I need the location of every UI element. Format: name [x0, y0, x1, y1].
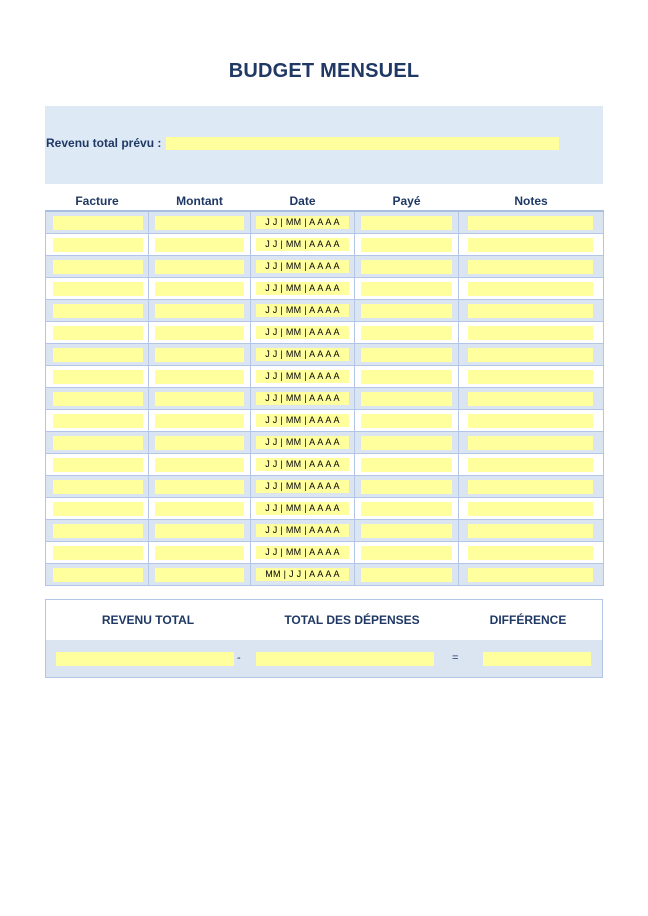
cell-date [251, 542, 355, 564]
cell-facture [46, 520, 149, 542]
cell-facture [46, 344, 149, 366]
header-facture: Facture [46, 191, 149, 211]
cell-notes [459, 564, 604, 586]
cell-facture [46, 211, 149, 234]
facture-input[interactable] [53, 502, 143, 516]
cell-montant [149, 278, 251, 300]
cell-montant [149, 498, 251, 520]
paye-input[interactable] [361, 502, 452, 516]
cell-montant [149, 564, 251, 586]
minus-sign: - [237, 652, 241, 664]
total-revenue-label: REVENU TOTAL [101, 613, 195, 627]
cell-paye [355, 454, 459, 476]
cell-facture [46, 410, 149, 432]
montant-input[interactable] [155, 392, 244, 406]
date-input[interactable]: J J | MM | A A A A [256, 216, 349, 229]
header-paye: Payé [355, 191, 459, 211]
date-input[interactable]: J J | MM | A A A A [256, 502, 349, 515]
cell-date [251, 520, 355, 542]
income-label: Revenu total prévu : [46, 136, 162, 150]
cell-date [251, 211, 355, 234]
facture-input[interactable] [53, 326, 143, 340]
cell-notes [459, 388, 604, 410]
montant-input[interactable] [155, 216, 244, 230]
facture-input[interactable] [53, 436, 143, 450]
income-section [45, 106, 603, 184]
cell-date [251, 322, 355, 344]
date-input[interactable]: J J | MM | A A A A [256, 480, 349, 493]
cell-paye [355, 256, 459, 278]
cell-date [251, 234, 355, 256]
header-date: Date [251, 191, 355, 211]
table-row [46, 498, 604, 520]
cell-paye [355, 366, 459, 388]
paye-input[interactable] [361, 238, 452, 252]
cell-notes [459, 366, 604, 388]
date-input[interactable]: J J | MM | A A A A [256, 282, 349, 295]
cell-date [251, 278, 355, 300]
montant-input[interactable] [155, 458, 244, 472]
facture-input[interactable] [53, 348, 143, 362]
cell-paye [355, 542, 459, 564]
facture-input[interactable] [53, 414, 143, 428]
paye-input[interactable] [361, 216, 452, 230]
facture-input[interactable] [53, 282, 143, 296]
notes-input[interactable] [468, 304, 593, 318]
montant-input[interactable] [155, 370, 244, 384]
montant-input[interactable] [155, 260, 244, 274]
difference-input[interactable] [483, 652, 591, 666]
cell-paye [355, 432, 459, 454]
cell-date [251, 388, 355, 410]
cell-date [251, 476, 355, 498]
montant-input[interactable] [155, 282, 244, 296]
facture-input[interactable] [53, 304, 143, 318]
cell-facture [46, 432, 149, 454]
cell-montant [149, 211, 251, 234]
notes-input[interactable] [468, 238, 593, 252]
montant-input[interactable] [155, 524, 244, 538]
cell-montant [149, 388, 251, 410]
cell-facture [46, 366, 149, 388]
cell-paye [355, 520, 459, 542]
paye-input[interactable] [361, 370, 452, 384]
table-row [46, 300, 604, 322]
cell-facture [46, 476, 149, 498]
notes-input[interactable] [468, 458, 593, 472]
cell-facture [46, 322, 149, 344]
montant-input[interactable] [155, 414, 244, 428]
cell-paye [355, 388, 459, 410]
cell-notes [459, 256, 604, 278]
date-input[interactable]: J J | MM | A A A A [256, 304, 349, 317]
cell-notes [459, 278, 604, 300]
cell-paye [355, 498, 459, 520]
notes-input[interactable] [468, 370, 593, 384]
cell-date [251, 300, 355, 322]
notes-input[interactable] [468, 392, 593, 406]
cell-montant [149, 432, 251, 454]
cell-notes [459, 344, 604, 366]
facture-input[interactable] [53, 238, 143, 252]
facture-input[interactable] [53, 216, 143, 230]
paye-input[interactable] [361, 348, 452, 362]
montant-input[interactable] [155, 304, 244, 318]
cell-notes [459, 498, 604, 520]
table-header-row [46, 191, 604, 211]
facture-input[interactable] [53, 568, 143, 582]
notes-input[interactable] [468, 414, 593, 428]
cell-facture [46, 256, 149, 278]
cell-date [251, 564, 355, 586]
cell-facture [46, 498, 149, 520]
table-row [46, 344, 604, 366]
table-row [46, 520, 604, 542]
cell-date [251, 410, 355, 432]
cell-notes [459, 520, 604, 542]
montant-input[interactable] [155, 436, 244, 450]
cell-facture [46, 454, 149, 476]
date-input[interactable]: J J | MM | A A A A [256, 436, 349, 449]
cell-paye [355, 278, 459, 300]
table-row [46, 388, 604, 410]
cell-paye [355, 410, 459, 432]
table-row [46, 278, 604, 300]
cell-facture [46, 388, 149, 410]
montant-input[interactable] [155, 480, 244, 494]
cell-montant [149, 410, 251, 432]
notes-input[interactable] [468, 524, 593, 538]
bills-table [45, 191, 604, 586]
date-input[interactable]: J J | MM | A A A A [256, 414, 349, 427]
paye-input[interactable] [361, 282, 452, 296]
table-row [46, 366, 604, 388]
paye-input[interactable] [361, 326, 452, 340]
cell-montant [149, 344, 251, 366]
cell-notes [459, 542, 604, 564]
date-input[interactable]: J J | MM | A A A A [256, 524, 349, 537]
table-row [46, 542, 604, 564]
cell-notes [459, 211, 604, 234]
table-row [46, 322, 604, 344]
cell-facture [46, 234, 149, 256]
montant-input[interactable] [155, 546, 244, 560]
montant-input[interactable] [155, 502, 244, 516]
cell-date [251, 498, 355, 520]
equals-sign: = [452, 652, 459, 664]
table-row [46, 476, 604, 498]
date-input[interactable]: J J | MM | A A A A [256, 370, 349, 383]
facture-input[interactable] [53, 392, 143, 406]
date-input[interactable]: J J | MM | A A A A [256, 348, 349, 361]
paye-input[interactable] [361, 304, 452, 318]
cell-paye [355, 300, 459, 322]
cell-montant [149, 366, 251, 388]
cell-notes [459, 322, 604, 344]
cell-date [251, 344, 355, 366]
notes-input[interactable] [468, 260, 593, 274]
notes-input[interactable] [468, 436, 593, 450]
notes-input[interactable] [468, 282, 593, 296]
date-input[interactable]: J J | MM | A A A A [256, 260, 349, 273]
cell-montant [149, 520, 251, 542]
cell-montant [149, 542, 251, 564]
montant-input[interactable] [155, 238, 244, 252]
cell-paye [355, 476, 459, 498]
table-row [46, 234, 604, 256]
cell-paye [355, 211, 459, 234]
notes-input[interactable] [468, 326, 593, 340]
paye-input[interactable] [361, 392, 452, 406]
date-input[interactable]: J J | MM | A A A A [256, 392, 349, 405]
notes-input[interactable] [468, 348, 593, 362]
table-row [46, 454, 604, 476]
page-title: BUDGET MENSUEL [228, 60, 420, 82]
cell-paye [355, 564, 459, 586]
cell-montant [149, 454, 251, 476]
facture-input[interactable] [53, 546, 143, 560]
cell-montant [149, 300, 251, 322]
cell-facture [46, 542, 149, 564]
header-montant: Montant [149, 191, 251, 211]
notes-input[interactable] [468, 546, 593, 560]
table-row [46, 432, 604, 454]
cell-date [251, 432, 355, 454]
paye-input[interactable] [361, 260, 452, 274]
notes-input[interactable] [468, 502, 593, 516]
cell-montant [149, 256, 251, 278]
cell-montant [149, 234, 251, 256]
paye-input[interactable] [361, 436, 452, 450]
total-expenses-label: TOTAL DES DÉPENSES [284, 613, 420, 627]
cell-montant [149, 476, 251, 498]
header-notes: Notes [459, 191, 604, 211]
cell-paye [355, 234, 459, 256]
total-revenue-input[interactable] [56, 652, 234, 666]
notes-input[interactable] [468, 216, 593, 230]
notes-input[interactable] [468, 480, 593, 494]
totals-section [45, 599, 603, 678]
cell-paye [355, 322, 459, 344]
table-row [46, 211, 604, 234]
cell-notes [459, 300, 604, 322]
paye-input[interactable] [361, 458, 452, 472]
date-input[interactable]: J J | MM | A A A A [256, 546, 349, 559]
date-input[interactable]: MM | J J | A A A A [256, 568, 349, 581]
cell-montant [149, 322, 251, 344]
paye-input[interactable] [361, 546, 452, 560]
cell-date [251, 256, 355, 278]
notes-input[interactable] [468, 568, 593, 582]
montant-input[interactable] [155, 326, 244, 340]
cell-facture [46, 564, 149, 586]
cell-date [251, 454, 355, 476]
facture-input[interactable] [53, 260, 143, 274]
paye-input[interactable] [361, 480, 452, 494]
date-input[interactable]: J J | MM | A A A A [256, 326, 349, 339]
table-row [46, 564, 604, 586]
facture-input[interactable] [53, 458, 143, 472]
paye-input[interactable] [361, 414, 452, 428]
date-input[interactable]: J J | MM | A A A A [256, 238, 349, 251]
paye-input[interactable] [361, 568, 452, 582]
table-row [46, 410, 604, 432]
cell-notes [459, 234, 604, 256]
difference-label: DIFFÉRENCE [489, 613, 567, 627]
facture-input[interactable] [53, 480, 143, 494]
cell-notes [459, 454, 604, 476]
cell-notes [459, 432, 604, 454]
cell-paye [355, 344, 459, 366]
cell-date [251, 366, 355, 388]
cell-notes [459, 476, 604, 498]
cell-facture [46, 278, 149, 300]
total-expenses-input[interactable] [256, 652, 434, 666]
facture-input[interactable] [53, 524, 143, 538]
income-input[interactable] [166, 137, 559, 150]
date-input[interactable]: J J | MM | A A A A [256, 458, 349, 471]
montant-input[interactable] [155, 568, 244, 582]
montant-input[interactable] [155, 348, 244, 362]
cell-notes [459, 410, 604, 432]
table-row [46, 256, 604, 278]
cell-facture [46, 300, 149, 322]
facture-input[interactable] [53, 370, 143, 384]
paye-input[interactable] [361, 524, 452, 538]
